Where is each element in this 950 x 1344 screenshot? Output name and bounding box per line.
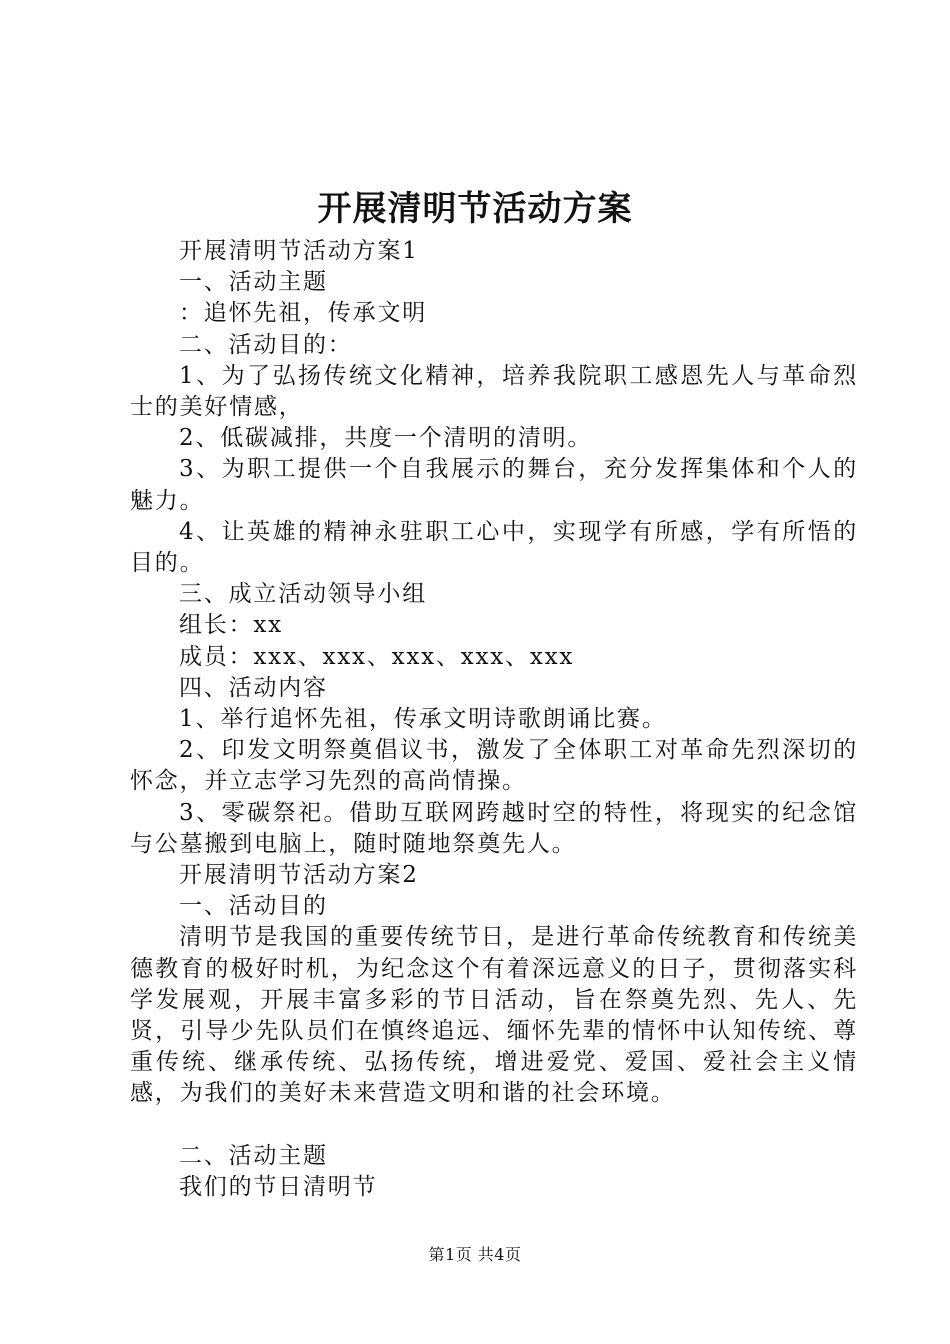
- content-item-3: 3、零碳祭祀。借助互联网跨越时空的特性，将现实的纪念馆与公墓搬到电脑上，随时随地祭奠先人。: [130, 799, 858, 857]
- purpose-item-3: 3、为职工提供一个自我展示的舞台，充分发挥集体和个人的魅力。: [130, 456, 858, 514]
- document-title: 开展清明节活动方案: [317, 189, 633, 229]
- section-content-heading: 四、活动内容: [179, 674, 328, 701]
- plan-1-heading: 开展清明节活动方案1: [179, 238, 419, 264]
- purpose-item-4: 4、让英雄的精神永驻职工心中，实现学有所感，学有所悟的目的。: [130, 518, 858, 577]
- plan-2-theme-heading: 二、活动主题: [179, 1142, 328, 1169]
- purpose-item-1: 1、为了弘扬传统文化精神，培养我院职工感恩先人与革命烈士的美好情感，: [130, 362, 858, 421]
- plan-2-heading: 开展清明节活动方案2: [179, 862, 419, 889]
- content-item-2: 2、印发文明祭奠倡议书，激发了全体职工对革命先烈深切的怀念，并立志学习先烈的高尚情操。: [130, 737, 858, 795]
- group-members: 成员：xxx、xxx、xxx、xxx、xxx: [179, 643, 575, 670]
- group-leader: 组长：xx: [179, 612, 283, 639]
- paragraph-spacer: [130, 1110, 858, 1141]
- section-leadership-heading: 三、成立活动领导小组: [179, 581, 427, 608]
- plan-2-purpose-heading: 一、活动目的: [179, 893, 328, 920]
- section-theme-heading: 一、活动主题: [179, 269, 328, 296]
- plan-2-theme-text: 我们的节日清明节: [179, 1173, 378, 1200]
- plan-2-purpose-text: 清明节是我国的重要传统节日，是进行革命传统教育和传统美德教育的极好时机，为纪念这个有着深远意义的日子，贯彻落实科学发展观，开展丰富多彩的节日活动，旨在祭奠先烈、先人、先贤，引导少先队员们在慎终追远、缅怀先辈的情怀中认知传统、尊重传统、继承传统、弘扬传统，增进爱党、爱国、爱社会主义情感，为我们的美好未来营造文明和谐的社会环境。: [130, 924, 858, 1107]
- document-body: [130, 236, 858, 1203]
- section-purpose-heading: 二、活动目的：: [179, 331, 353, 358]
- purpose-item-2: 2、低碳减排，共度一个清明的清明。: [179, 425, 593, 452]
- content-item-1: 1、举行追怀先祖，传承文明诗歌朗诵比赛。: [179, 706, 667, 733]
- theme-text: ：追怀先祖，传承文明: [179, 300, 427, 327]
- page-footer: 第1页 共4页: [428, 1245, 522, 1264]
